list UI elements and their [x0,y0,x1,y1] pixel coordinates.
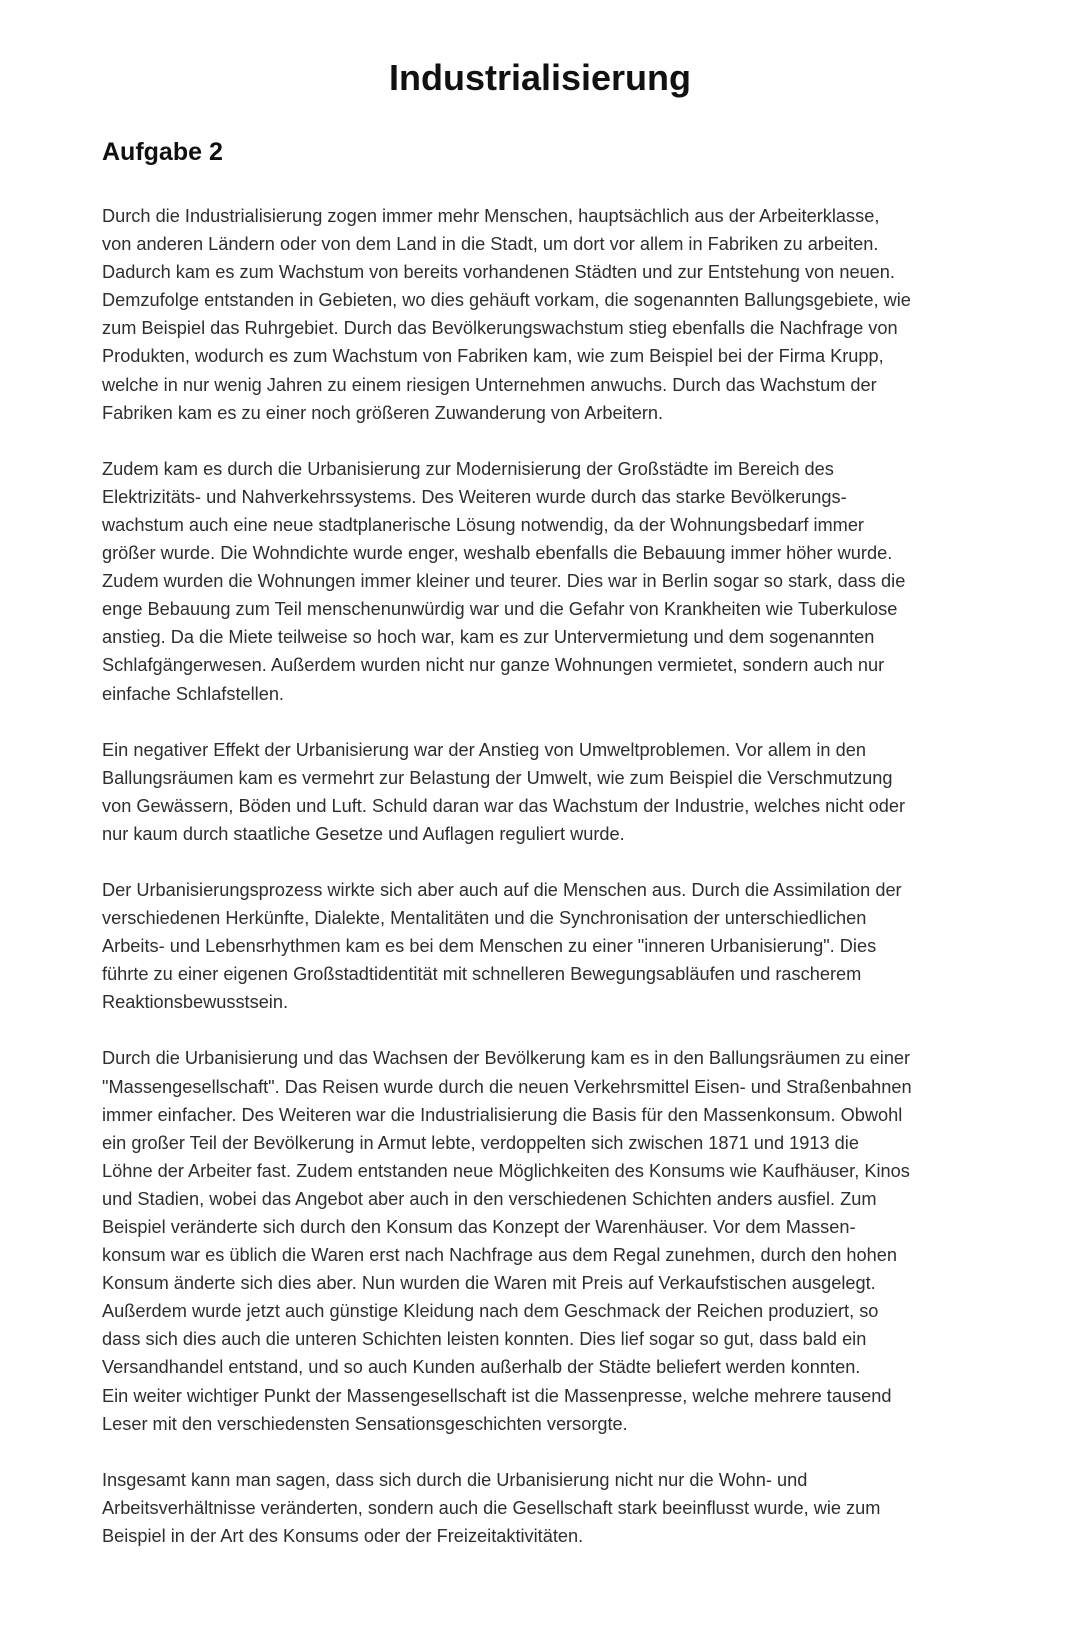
text-line: Zudem kam es durch die Urbanisierung zur Modernisierung der Großstädte im Bereich des [102,458,834,479]
paragraph [102,876,1052,1016]
text-line: Ballungsräumen kam es vermehrt zur Belastung der Umwelt, wie zum Beispiel die Verschmutzung [102,767,893,788]
paragraph [102,202,1052,427]
text-line: Durch die Industrialisierung zogen immer mehr Menschen, hauptsächlich aus der Arbeiterklasse, [102,206,880,226]
text-line: welche in nur wenig Jahren zu einem riesigen Unternehmen anwuchs. Durch das Wachstum der [102,374,877,395]
text-line: wachstum auch eine neue stadtplanerische Lösung notwendig, da der Wohnungsbedarf immer [102,514,864,535]
section-heading: Aufgabe 2 [102,138,223,166]
text-line: dass sich dies auch die unteren Schichten leisten konnten. Dies lief sogar so gut, dass bald ein [102,1329,867,1350]
text-line: konsum war es üblich die Waren erst nach Nachfrage aus dem Regal zunehmen, durch den hohen [102,1245,897,1266]
text-line: anstieg. Da die Miete teilweise so hoch war, kam es zur Untervermietung und dem sogenannten [102,627,875,648]
text-line: führte zu einer eigenen Großstadtidentität mit schnelleren Bewegungsabläufen und rascherem [102,964,862,985]
page-title: Industrialisierung [388,57,692,98]
text-line: Arbeits- und Lebensrhythmen kam es bei dem Menschen zu einer "inneren Urbanisierung". Dies [102,936,877,957]
body-text [102,202,1052,1578]
text-line: Produkten, wodurch es zum Wachstum von Fabriken kam, wie zum Beispiel bei der Firma Krupp, [102,346,884,367]
text-line: Leser mit den verschiedensten Sensationsgeschichten versorgte. [102,1413,628,1434]
text-line: Konsum änderte sich dies aber. Nun wurden die Waren mit Preis auf Verkaufstischen ausgelegt. [102,1273,876,1294]
text-line: Zudem wurden die Wohnungen immer kleiner und teurer. Dies war in Berlin sogar so stark, dass die [102,571,906,592]
paragraph [102,455,1052,708]
text-line: Dadurch kam es zum Wachstum von bereits vorhandenen Städten und zur Entstehung von neuen. [102,262,895,283]
text-line: Löhne der Arbeiter fast. Zudem entstanden neue Möglichkeiten des Konsums wie Kaufhäuser, Kinos [102,1160,910,1181]
text-line: Ein weiter wichtiger Punkt der Massengesellschaft ist die Massenpresse, welche mehrere tausend [102,1385,892,1406]
text-line: Außerdem wurde jetzt auch günstige Kleidung nach dem Geschmack der Reichen produziert, so [102,1301,879,1322]
text-line: Durch die Urbanisierung und das Wachsen der Bevölkerung kam es in den Ballungsräumen zu einer [102,1048,911,1069]
text-line: enge Bebauung zum Teil menschenunwürdig war und die Gefahr von Krankheiten wie Tuberkulose [102,599,898,620]
text-line: Beispiel veränderte sich durch den Konsum das Konzept der Warenhäuser. Vor dem Massen- [102,1217,856,1237]
paragraph [102,1044,1052,1437]
paragraph [102,736,1052,848]
text-line: Reaktionsbewusstsein. [102,992,289,1013]
text-line: nur kaum durch staatliche Gesetze und Auflagen reguliert wurde. [102,823,625,844]
paragraph [102,1466,1052,1550]
text-line: verschiedenen Herkünfte, Dialekte, Mentalitäten und die Synchronisation der unterschiedlichen [102,908,867,929]
text-line: von Gewässern, Böden und Luft. Schuld daran war das Wachstum der Industrie, welches nicht oder [102,795,906,816]
text-line: Der Urbanisierungsprozess wirkte sich aber auch auf die Menschen aus. Durch die Assimilation der [102,879,902,900]
text-line: Arbeitsverhältnisse veränderten, sondern auch die Gesellschaft stark beeinflusst wurde, wie zum [102,1497,881,1518]
text-line: Schlafgängerwesen. Außerdem wurden nicht nur ganze Wohnungen vermietet, sondern auch nur [102,655,885,676]
text-line: von anderen Ländern oder von dem Land in die Stadt, um dort vor allem in Fabriken zu arbeiten. [102,234,879,255]
text-line: zum Beispiel das Ruhrgebiet. Durch das Bevölkerungswachstum stieg ebenfalls die Nachfrage von [102,318,898,339]
text-line: Insgesamt kann man sagen, dass sich durch die Urbanisierung nicht nur die Wohn- und [102,1469,808,1490]
text-line: immer einfacher. Des Weiteren war die Industrialisierung die Basis für den Massenkonsum. Obwohl [102,1104,903,1125]
text-line: größer wurde. Die Wohndichte wurde enger, weshalb ebenfalls die Bebauung immer höher wurde. [102,543,893,564]
text-line: und Stadien, wobei das Angebot aber auch in den verschiedenen Schichten anders ausfiel. Zum [102,1188,877,1209]
text-line: Demzufolge entstanden in Gebieten, wo dies gehäuft vorkam, die sogenannten Ballungsgebiete, wie [102,290,911,311]
text-line: ein großer Teil der Bevölkerung in Armut lebte, verdoppelten sich zwischen 1871 und 1913 die [102,1132,859,1153]
text-line: einfache Schlafstellen. [102,683,284,704]
text-line: Versandhandel entstand, und so auch Kunden außerhalb der Städte beliefert werden konnten. [102,1357,861,1378]
text-line: Elektrizitäts- und Nahverkehrssystems. Des Weiteren wurde durch das starke Bevölkerungs- [102,486,847,507]
text-line: Fabriken kam es zu einer noch größeren Zuwanderung von Arbeitern. [102,402,664,423]
text-line: Beispiel in der Art des Konsums oder der Freizeitaktivitäten. [102,1525,584,1546]
text-line: Ein negativer Effekt der Urbanisierung war der Anstieg von Umweltproblemen. Vor allem in den [102,739,866,760]
text-line: "Massengesellschaft". Das Reisen wurde durch die neuen Verkehrsmittel Eisen- und Straßenbahnen [102,1076,912,1097]
